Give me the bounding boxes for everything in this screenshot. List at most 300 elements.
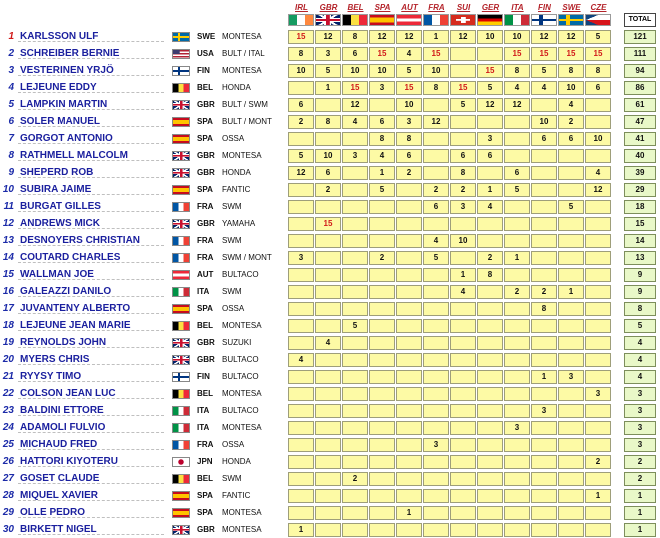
position-number: 1 (8, 31, 14, 42)
score-cell (342, 404, 368, 418)
score-cell (288, 370, 314, 384)
score-cell (369, 285, 395, 299)
italy-flag-icon (172, 287, 190, 297)
rider-name: MIQUEL XAVIER (20, 490, 98, 501)
italy-flag-icon (504, 14, 530, 26)
country-code: BEL (197, 83, 213, 92)
score-cell (396, 421, 422, 435)
score-cell (369, 200, 395, 214)
round-code-cze: CZE (590, 3, 607, 12)
score-cell (450, 132, 476, 146)
score-cell: 15 (396, 81, 422, 95)
score-cell (477, 285, 503, 299)
table-row (0, 165, 660, 181)
italy-flag-icon (172, 423, 190, 433)
bike-brand: SUZUKI (222, 338, 252, 347)
score-cell (369, 404, 395, 418)
score-cell (288, 421, 314, 435)
score-cell (585, 438, 611, 452)
table-row (0, 318, 660, 334)
round-code-ger: GER (481, 3, 500, 12)
total-cell: 18 (624, 200, 656, 214)
bike-brand: YAMAHA (222, 219, 256, 228)
country-code: GBR (197, 525, 215, 534)
score-cell (558, 319, 584, 333)
position-number: 2 (8, 48, 14, 59)
score-cell (288, 489, 314, 503)
score-cell: 10 (423, 64, 449, 78)
score-cell (396, 370, 422, 384)
score-cell (450, 421, 476, 435)
score-cell: 1 (288, 523, 314, 537)
score-cell (558, 302, 584, 316)
score-cell (369, 336, 395, 350)
score-cell (288, 472, 314, 486)
score-cell: 3 (531, 404, 557, 418)
score-cell: 10 (288, 64, 314, 78)
score-cell: 5 (423, 251, 449, 265)
score-cell (504, 200, 530, 214)
score-cell (585, 319, 611, 333)
score-cell: 10 (585, 132, 611, 146)
score-cell (288, 183, 314, 197)
rider-name: SOLER MANUEL (20, 116, 100, 127)
score-cell: 12 (531, 30, 557, 44)
score-cell: 1 (423, 30, 449, 44)
row-divider (18, 364, 164, 365)
score-cell (342, 489, 368, 503)
table-row (0, 233, 660, 249)
score-cell: 2 (585, 455, 611, 469)
score-cell (369, 421, 395, 435)
row-divider (18, 75, 164, 76)
country-code: BEL (197, 321, 213, 330)
score-cell (558, 438, 584, 452)
score-cell: 4 (423, 234, 449, 248)
table-row (0, 114, 660, 130)
country-code: GBR (197, 355, 215, 364)
score-cell (531, 217, 557, 231)
score-cell (504, 506, 530, 520)
uk-flag-icon (315, 14, 341, 26)
score-cell: 12 (369, 30, 395, 44)
score-cell (504, 336, 530, 350)
score-cell: 3 (369, 81, 395, 95)
score-cell: 10 (342, 64, 368, 78)
score-cell: 6 (369, 115, 395, 129)
score-cell (315, 132, 341, 146)
score-cell (450, 319, 476, 333)
spain-flag-icon (172, 491, 190, 501)
score-cell: 2 (558, 115, 584, 129)
position-number: 29 (2, 507, 14, 518)
rider-name: BIRKETT NIGEL (20, 524, 97, 535)
france-flag-icon (172, 440, 190, 450)
finland-flag-icon (172, 372, 190, 382)
score-cell: 15 (342, 81, 368, 95)
score-cell (450, 336, 476, 350)
position-number: 8 (8, 150, 14, 161)
total-cell: 4 (624, 353, 656, 367)
score-cell: 5 (450, 98, 476, 112)
country-code: SPA (197, 508, 213, 517)
rider-name: LEJEUNE EDDY (20, 82, 97, 93)
score-cell (558, 489, 584, 503)
round-code-aut: AUT (401, 3, 418, 12)
rider-name: RATHMELL MALCOLM (20, 150, 128, 161)
score-cell: 10 (531, 115, 557, 129)
bike-brand: OSSA (222, 304, 245, 313)
country-code: FRA (197, 236, 214, 245)
position-number: 14 (2, 252, 14, 263)
score-cell (477, 319, 503, 333)
score-cell (315, 98, 341, 112)
uk-flag-icon (172, 525, 190, 535)
score-cell (288, 234, 314, 248)
country-code: GBR (197, 338, 215, 347)
score-cell (396, 472, 422, 486)
position-number: 10 (2, 184, 14, 195)
score-cell (288, 387, 314, 401)
round-code-gbr: GBR (319, 3, 338, 12)
total-cell: 1 (624, 506, 656, 520)
score-cell (396, 438, 422, 452)
score-cell: 6 (504, 166, 530, 180)
score-cell (342, 166, 368, 180)
score-cell: 15 (450, 81, 476, 95)
score-cell (477, 353, 503, 367)
rider-name: WALLMAN JOE (20, 269, 94, 280)
score-cell: 4 (531, 81, 557, 95)
score-cell (450, 353, 476, 367)
position-number: 3 (8, 65, 14, 76)
bike-brand: SWM (222, 474, 242, 483)
row-divider (18, 41, 164, 42)
score-cell (585, 149, 611, 163)
score-cell (342, 234, 368, 248)
score-cell: 3 (477, 132, 503, 146)
score-cell (477, 217, 503, 231)
position-number: 6 (8, 116, 14, 127)
rider-name: LAMPKIN MARTIN (20, 99, 108, 110)
score-cell (531, 438, 557, 452)
score-cell: 10 (477, 30, 503, 44)
rider-name: COUTARD CHARLES (20, 252, 121, 263)
row-divider (18, 160, 164, 161)
bike-brand: HONDA (222, 457, 251, 466)
score-cell: 3 (288, 251, 314, 265)
score-cell (504, 149, 530, 163)
score-cell (396, 183, 422, 197)
rider-name: REYNOLDS JOHN (20, 337, 107, 348)
score-cell: 4 (396, 47, 422, 61)
round-code-swe: SWE (562, 3, 581, 12)
position-number: 12 (2, 218, 14, 229)
score-cell: 4 (477, 200, 503, 214)
country-code: SPA (197, 134, 213, 143)
table-row (0, 284, 660, 300)
score-cell: 6 (531, 132, 557, 146)
score-cell (369, 353, 395, 367)
position-number: 28 (2, 490, 14, 501)
total-cell: 2 (624, 455, 656, 469)
score-cell (450, 489, 476, 503)
bike-brand: HONDA (222, 168, 251, 177)
score-cell (369, 217, 395, 231)
score-cell (342, 370, 368, 384)
position-number: 23 (2, 405, 14, 416)
total-cell: 3 (624, 404, 656, 418)
score-cell (477, 404, 503, 418)
position-number: 13 (2, 235, 14, 246)
country-code: SWE (197, 32, 216, 41)
score-cell: 4 (288, 353, 314, 367)
score-cell (504, 404, 530, 418)
score-cell (396, 523, 422, 537)
total-cell: 94 (624, 64, 656, 78)
belgium-flag-icon (172, 321, 190, 331)
score-cell (558, 268, 584, 282)
score-cell (396, 387, 422, 401)
score-cell: 5 (396, 64, 422, 78)
rider-name: BALDINI ETTORE (20, 405, 104, 416)
ireland-flag-icon (288, 14, 314, 26)
rider-name: BURGAT GILLES (20, 201, 101, 212)
score-cell (423, 489, 449, 503)
row-divider (18, 177, 164, 178)
country-code: BEL (197, 389, 213, 398)
score-cell: 6 (477, 149, 503, 163)
total-cell: 9 (624, 285, 656, 299)
table-row (0, 216, 660, 232)
rider-name: JUVANTENY ALBERTO (20, 303, 131, 314)
score-cell (450, 251, 476, 265)
row-divider (18, 143, 164, 144)
score-cell (531, 455, 557, 469)
rider-name: MICHAUD FRED (20, 439, 98, 450)
position-number: 11 (3, 201, 14, 212)
country-code: ITA (197, 287, 210, 296)
country-code: USA (197, 49, 214, 58)
score-cell: 15 (315, 217, 341, 231)
total-cell: 3 (624, 438, 656, 452)
score-cell (369, 472, 395, 486)
score-cell (288, 506, 314, 520)
score-cell (531, 353, 557, 367)
score-cell: 5 (477, 81, 503, 95)
bike-brand: OSSA (222, 440, 245, 449)
score-cell (585, 234, 611, 248)
score-cell: 5 (369, 183, 395, 197)
score-cell: 2 (396, 166, 422, 180)
table-row (0, 352, 660, 368)
table-row (0, 301, 660, 317)
bike-brand: FANTIC (222, 491, 251, 500)
table-row (0, 148, 660, 164)
score-cell: 8 (504, 64, 530, 78)
score-cell (342, 455, 368, 469)
row-divider (18, 500, 164, 501)
score-cell (315, 455, 341, 469)
score-cell (315, 251, 341, 265)
total-cell: 39 (624, 166, 656, 180)
score-cell: 12 (558, 30, 584, 44)
score-cell (531, 149, 557, 163)
score-cell: 1 (504, 251, 530, 265)
score-cell (504, 132, 530, 146)
bike-brand: MONTESA (222, 423, 262, 432)
rider-name: KARLSSON ULF (20, 31, 99, 42)
score-cell (342, 438, 368, 452)
score-cell (396, 336, 422, 350)
score-cell (558, 472, 584, 486)
score-cell (396, 404, 422, 418)
row-divider (18, 330, 164, 331)
score-cell (477, 438, 503, 452)
score-cell (477, 455, 503, 469)
score-cell (504, 472, 530, 486)
score-cell (423, 285, 449, 299)
usa-flag-icon (172, 49, 190, 59)
position-number: 18 (2, 320, 14, 331)
score-cell (477, 472, 503, 486)
score-cell: 6 (288, 98, 314, 112)
country-code: ITA (197, 406, 210, 415)
position-number: 22 (2, 388, 14, 399)
score-cell (558, 353, 584, 367)
score-cell (342, 336, 368, 350)
score-cell: 2 (450, 183, 476, 197)
sweden-flag-icon (558, 14, 584, 26)
bike-brand: BULTACO (222, 372, 259, 381)
position-number: 7 (8, 133, 14, 144)
score-cell (342, 302, 368, 316)
score-cell (504, 217, 530, 231)
total-cell: 3 (624, 387, 656, 401)
bike-brand: MONTESA (222, 321, 262, 330)
france-flag-icon (172, 236, 190, 246)
bike-brand: OSSA (222, 134, 245, 143)
score-cell: 8 (315, 115, 341, 129)
bike-brand: BULTACO (222, 355, 259, 364)
round-code-fin: FIN (538, 3, 551, 12)
country-code: ITA (197, 423, 210, 432)
score-cell (585, 472, 611, 486)
row-divider (18, 109, 164, 110)
score-cell (558, 404, 584, 418)
score-cell (369, 302, 395, 316)
score-cell (423, 472, 449, 486)
score-cell (477, 166, 503, 180)
score-cell (423, 166, 449, 180)
total-cell: 2 (624, 472, 656, 486)
country-code: BEL (197, 474, 213, 483)
rider-name: RYYSY TIMO (20, 371, 82, 382)
country-code: FIN (197, 372, 210, 381)
score-cell (315, 200, 341, 214)
round-code-ita: ITA (511, 3, 524, 12)
score-cell: 6 (423, 200, 449, 214)
score-cell: 1 (477, 183, 503, 197)
score-cell (477, 47, 503, 61)
position-number: 19 (2, 337, 14, 348)
score-cell (477, 523, 503, 537)
belgium-flag-icon (342, 14, 368, 26)
score-cell (396, 200, 422, 214)
score-cell (450, 302, 476, 316)
score-cell: 12 (423, 115, 449, 129)
score-cell (531, 472, 557, 486)
score-cell (342, 251, 368, 265)
score-cell (423, 455, 449, 469)
score-cell: 2 (531, 285, 557, 299)
score-cell (504, 387, 530, 401)
spain-flag-icon (172, 185, 190, 195)
table-row (0, 437, 660, 453)
score-cell (585, 353, 611, 367)
table-row (0, 471, 660, 487)
score-cell (558, 506, 584, 520)
country-code: SPA (197, 491, 213, 500)
rider-name: DESNOYERS CHRISTIAN (20, 235, 141, 246)
table-row (0, 182, 660, 198)
table-row (0, 250, 660, 266)
row-divider (18, 194, 164, 195)
austria-flag-icon (172, 270, 190, 280)
score-cell (423, 98, 449, 112)
score-cell (585, 336, 611, 350)
score-cell (531, 336, 557, 350)
total-cell: 5 (624, 319, 656, 333)
score-cell (585, 506, 611, 520)
score-cell: 4 (450, 285, 476, 299)
score-cell (450, 506, 476, 520)
score-cell: 6 (342, 47, 368, 61)
position-number: 27 (2, 473, 14, 484)
table-row (0, 267, 660, 283)
score-cell: 2 (504, 285, 530, 299)
score-cell (315, 387, 341, 401)
score-cell (450, 404, 476, 418)
score-cell (477, 115, 503, 129)
total-cell: 8 (624, 302, 656, 316)
score-cell (585, 302, 611, 316)
score-cell: 12 (450, 30, 476, 44)
score-cell: 12 (477, 98, 503, 112)
score-cell: 4 (342, 115, 368, 129)
score-cell (477, 387, 503, 401)
row-divider (18, 126, 164, 127)
score-cell (531, 200, 557, 214)
score-cell (504, 438, 530, 452)
switzerland-flag-icon (450, 14, 476, 26)
score-cell: 10 (315, 149, 341, 163)
score-cell (585, 217, 611, 231)
score-cell (558, 234, 584, 248)
score-cell: 12 (315, 30, 341, 44)
score-cell (531, 523, 557, 537)
rider-name: MYERS CHRIS (20, 354, 90, 365)
score-cell (450, 455, 476, 469)
score-cell (531, 489, 557, 503)
row-divider (18, 58, 164, 59)
score-cell (288, 302, 314, 316)
rider-name: HATTORI KIYOTERU (20, 456, 118, 467)
bike-brand: MONTESA (222, 66, 262, 75)
total-cell: 61 (624, 98, 656, 112)
score-cell (477, 489, 503, 503)
score-cell (315, 404, 341, 418)
